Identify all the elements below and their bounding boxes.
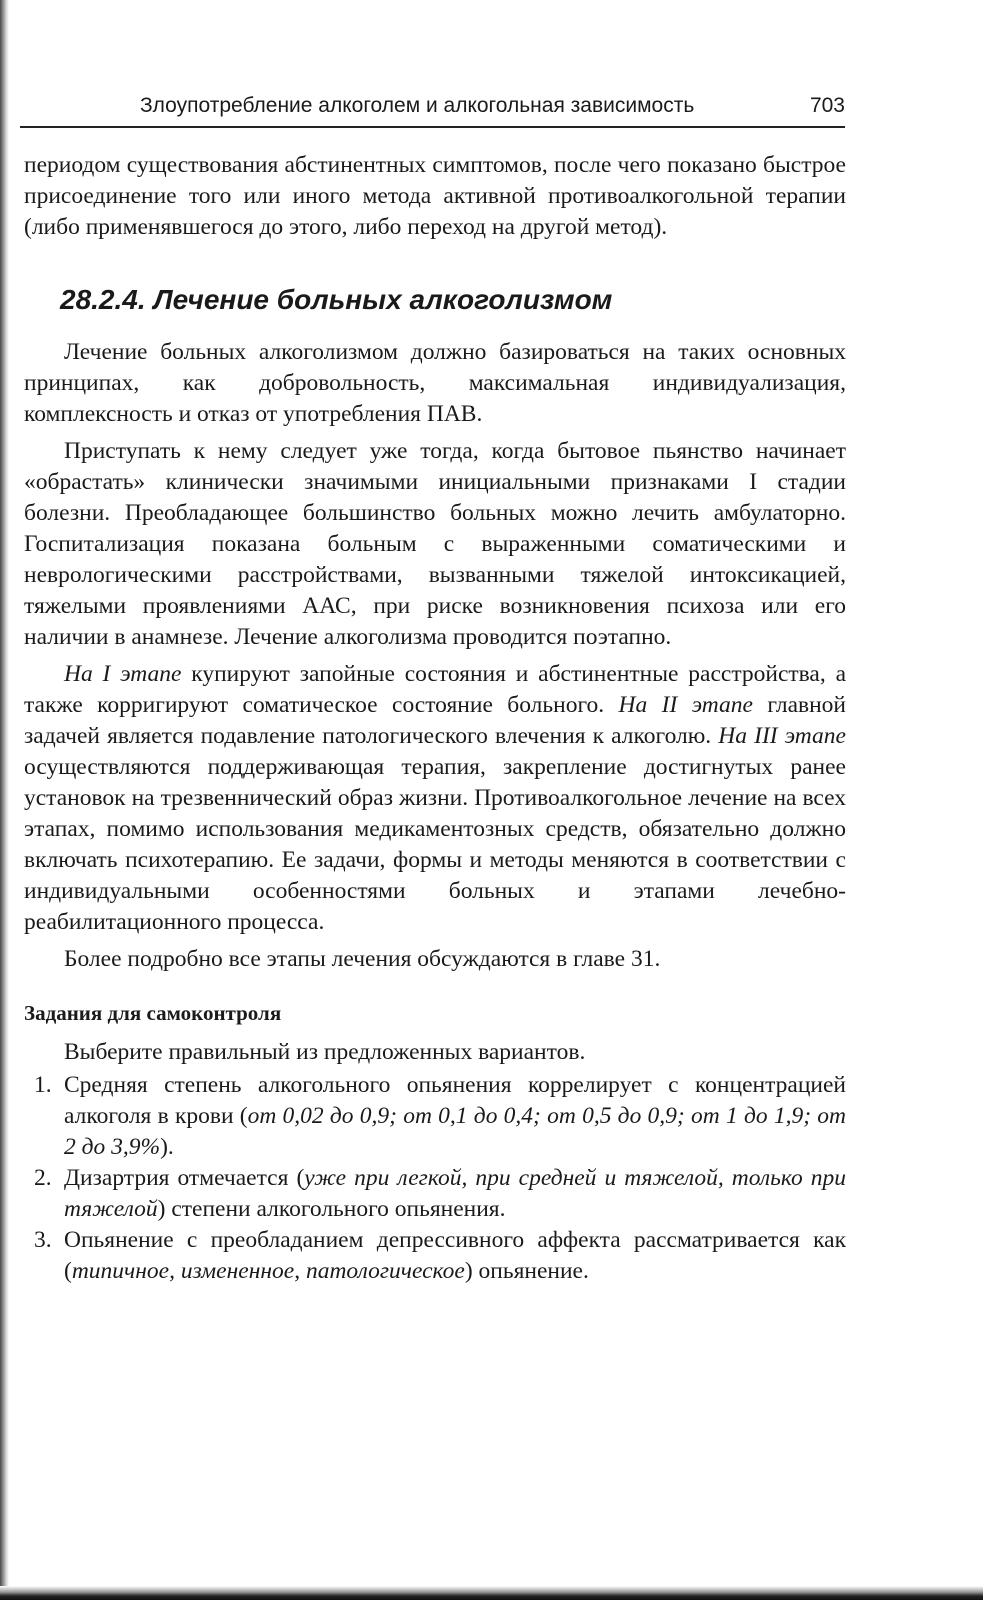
paragraph-principles: Лечение больных алкоголизмом должно базироваться на таких основных принципах, как добровольность, максимальная индивидуализация, комплексность и отказ от употребления ПАВ. [24, 339, 846, 427]
question-text-end: ) опьянение. [464, 1258, 589, 1284]
stage2-label: На II этапе [618, 692, 753, 718]
paragraph-reference: Более подробно все этапы лечения обсуждаются в главе 31. [64, 946, 661, 972]
header-rule [20, 126, 845, 128]
question-item [24, 1225, 846, 1287]
question-options: от 0,02 до 0,9; от 0,1 до 0,4; от 0,5 до 0,9; от 1 до 1,9; от 2 до 3,9% [64, 1103, 846, 1160]
section-heading: 28.2.4. Лечение больных алкоголизмом [60, 284, 613, 315]
page-left-scan-edge [0, 0, 9, 1600]
page-content [24, 150, 846, 1287]
question-number: 2. [34, 1165, 52, 1191]
question-text: Дизартрия отмечается ( [64, 1165, 305, 1191]
question-text-end: ) степени алкогольного опьянения. [157, 1196, 506, 1222]
stage1-text: купируют запойные состояния и абстинентные расстройства, а также корригируют соматическое состояние больного. [24, 661, 846, 718]
stage3-text: осуществляются поддерживающая терапия, закрепление достигнутых ранее установок на трезвеннический образ жизни. Противоалкогольное лечение на всех этапах, помимо использования медикаментозных средств, обязательно должно включать психотерапию. Ее задачи, формы и методы меняются в соответствии с индивидуальными особенностями больных и этапами лечебно-реабилитационного процесса. [24, 754, 846, 935]
paragraph-when-to-treat: Приступать к нему следует уже тогда, когда бытовое пьянство начинает «обрастать» клинически значимыми инициальными признаками I стадии болезни. Преобладающее большинство больных можно лечить амбулаторно. Госпитализация показана больным с выраженными соматическими и неврологическими расстройствами, вызванными тяжелой интоксикацией, тяжелыми проявлениями ААС, при риске возникновения психоза или его наличии в анамнезе. Лечение алкоголизма проводится поэтапно. [24, 438, 846, 650]
question-text-end: ). [160, 1134, 174, 1160]
question-number: 1. [34, 1072, 52, 1098]
page-number: 703 [809, 94, 845, 117]
question-options: уже при легкой, при средней и тяжелой, только при тяжелой [64, 1165, 846, 1222]
intro-paragraph: периодом существования абстинентных симптомов, после чего показано быстрое присоединение того или иного метода активной противоалкогольной терапии (либо применявшегося до этого, либо переход на другой метод). [24, 152, 846, 240]
paragraph-stages [24, 659, 846, 938]
page-bottom-scan-edge [0, 1586, 983, 1600]
question-item [24, 1163, 846, 1225]
question-text: Опьянение с преобладанием депрессивного аффекта рассматривается как ( [64, 1227, 846, 1284]
question-item [24, 1070, 846, 1163]
question-text: Средняя степень алкогольного опьянения коррелирует с концентрацией алкоголя в крови ( [64, 1072, 846, 1129]
exercises-heading: Задания для самоконтроля [24, 1001, 282, 1025]
question-number: 3. [34, 1227, 52, 1253]
running-header [140, 94, 845, 124]
question-options: типичное, измененное, патологическое [71, 1258, 465, 1284]
stage3-label: На III этапе [718, 723, 846, 749]
stage2-text: главной задачей является подавление патологического влечения к алкоголю. [24, 692, 846, 749]
exercises-intro: Выберите правильный из предложенных вариантов. [64, 1039, 586, 1065]
stage1-label: На I этапе [64, 661, 182, 687]
running-title: Злоупотребление алкоголем и алкогольная зависимость [140, 94, 695, 117]
